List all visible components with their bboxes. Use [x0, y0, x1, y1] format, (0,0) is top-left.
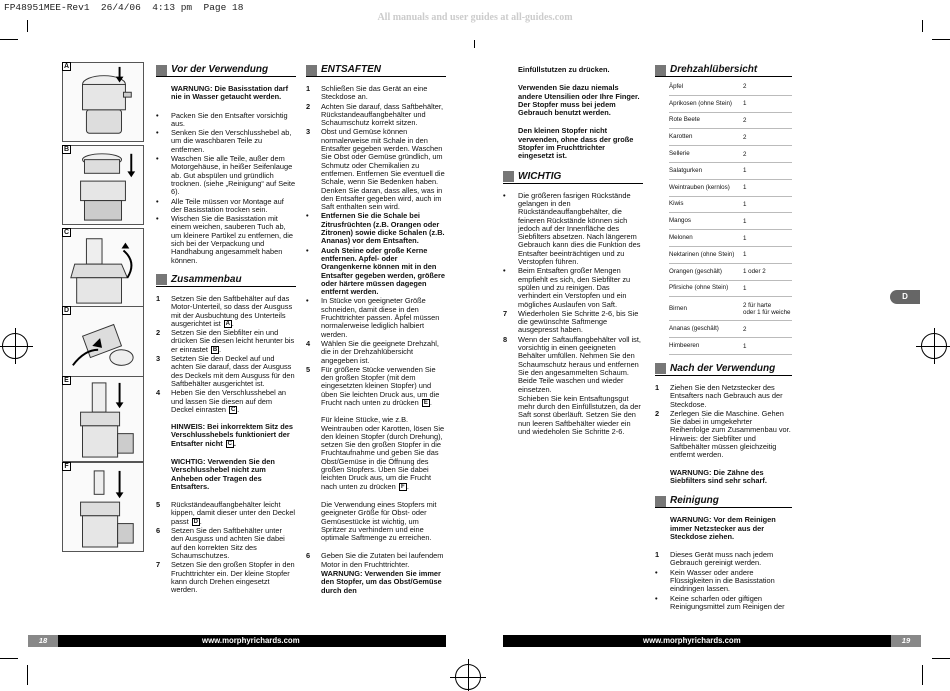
table-row: Nektarinen (ohne Stein) 1 [669, 247, 792, 264]
figure-ref: A [225, 320, 230, 327]
list-item: • Alle Teile müssen vor Montage auf der Basisstation trocken sein. [156, 196, 284, 214]
table-row: Salatgurken 1 [669, 163, 792, 180]
section-header-wichtig [503, 171, 643, 184]
list-item: • Beim Entsaften großer Mengen empfiehlt es sich, den Siebfilter zu spülen und zu reinigen. Das verhindert ein Verstopfen und ein mögliches Auslaufen von Saft. [503, 266, 631, 309]
list-item: 8 Wenn der Saftauffangbehälter voll ist, vorsichtig in einen geeigneten Behälter umfüllen. Nehmen Sie den Schaumschutz heraus und entfernen Sie den angesammelten Schaum. Beide Teile waschen und wieder einsetzen. [503, 334, 641, 394]
list-item: • Wischen Sie die Basisstation mit einem weichen, sauberen Tuch ab, um kleinere Partikel zu entfernen, die sich bei der Verpackung und Handhabung angesammelt haben können. [156, 214, 294, 265]
list-item: 7 Setzen Sie den großen Stopfer in den Fruchttrichter ein. Der kleine Stopfer kann durch Drehen eingesetzt werden. [156, 560, 295, 595]
list-item: 4 Wählen Sie die geeignete Drehzahl, die in der Drehzahlübersicht angegeben ist. [306, 338, 439, 365]
crop-mark [922, 665, 923, 685]
list-item: • Auch Steine oder große Kerne entfernen. Apfel- oder Orangenkerne können mit in den Entsafter gegeben werden, größere oder härtere müssen dagegen entfernt werden. [306, 245, 446, 297]
section-title: Nach der Verwendung [670, 362, 776, 374]
section-marker-icon [503, 171, 514, 182]
list-item: • Packen Sie den Entsafter vorsichtig aus. [156, 110, 288, 128]
section-marker-icon [156, 274, 167, 285]
list-item: 1 Ziehen Sie den Netzstecker des Entsafters nach Gebrauch aus der Steckdose. [655, 382, 783, 409]
list-item: 1 Setzen Sie den Saftbehälter auf das Motor-Unterteil, so dass der Ausguss mit der Ausbuchtung des Unterteils ausgerichtet ist A . [156, 293, 293, 328]
figure-ref: E [423, 400, 428, 407]
table-row: Rote Beete 2 [669, 113, 792, 130]
crop-mark [0, 658, 18, 659]
list-item: • Waschen Sie alle Teile, außer dem Motorgehäuse, in heißer Seifenlauge ab. Gut abspülen und gründlich trocknen. (siehe „Reinigung“ auf Seite 6). [156, 154, 296, 197]
large-pusher-icon [63, 377, 143, 461]
section-title: Drehzahlübersicht [670, 63, 758, 75]
footer-url: www.morphyrichards.com [643, 636, 741, 645]
warning-text: WARNUNG: Die Basisstation darf nie in Wasser getaucht werden. [171, 84, 289, 102]
page-number: 19 [891, 635, 921, 647]
print-slug: FP48951MEE-Rev1 26/4/06 4:13 pm Page 18 [4, 2, 244, 13]
table-row: Mangos 1 [669, 213, 792, 230]
table-row: Aprikosen (ohne Stein) 1 [669, 96, 792, 113]
footer-right [503, 635, 921, 647]
section-marker-icon [306, 65, 317, 76]
section-marker-icon [655, 65, 666, 76]
list-item: 6 Geben Sie die Zutaten bei laufendem Motor in den Fruchttrichter. [306, 551, 444, 569]
section-title: Vor der Verwendung [171, 63, 269, 75]
table-row: Himbeeren 1 [669, 338, 792, 355]
figure-ref: C [227, 440, 232, 447]
registration-mark-icon [455, 664, 481, 690]
section-header-zusammenbau [156, 274, 296, 287]
list-item: • Keine scharfen oder giftigen Reinigungsmittel zum Reinigen der [655, 593, 785, 611]
paragraph: Die Verwendung eines Stopfers mit geeigneter Größe für Obst- oder Gemüsestücke ist wichtig, um Spritzer zu verhindern und eine optimale Saftmenge zu erreichen. [321, 499, 437, 543]
column-4 [655, 64, 792, 612]
list-item: 7 Wiederholen Sie Schritte 2-6, bis Sie die gewünschte Saftmenge ausgepresst haben. [503, 308, 639, 335]
column-1 [156, 64, 296, 595]
list-item: 6 Setzen Sie den Saftbehälter unter den Ausguss und achten Sie dabei auf den korrekten Sitz des Schaumschutzes. [156, 526, 285, 560]
watermark: All manuals and user guides at all-guides.com [377, 12, 573, 23]
list-item: • Entfernen Sie die Schale bei Zitrusfrüchten (z.B. Orangen oder Zitronen) sowie dicke Schalen (z.B. Ananas) vor dem Entsaften. [306, 211, 445, 246]
list-item: 5 Rückständeauffangbehälter leicht kippen, damit dieser unter den Deckel passt D . [156, 500, 296, 526]
pulp-container-icon [63, 307, 143, 377]
figure-f [62, 462, 144, 552]
small-pusher-icon [63, 463, 143, 551]
warning-text: WARNUNG: Vor dem Reinigen immer Netzstecker aus der Steckdose ziehen. [670, 515, 776, 541]
registration-mark-icon [921, 333, 947, 359]
speed-table [655, 79, 792, 355]
section-title: WICHTIG [518, 170, 562, 182]
table-row: Pfirsiche (ohne Stein) 1 [669, 281, 792, 298]
wichtig-text: WICHTIG: Verwenden Sie den Verschlusshebel nicht zum Anheben oder Tragen des Entsafters. [171, 456, 275, 491]
table-row: Kiwis 1 [669, 197, 792, 214]
warning-text: WARNUNG: Verwenden Sie immer den Stopfer, um das Obst/Gemüse durch den [321, 569, 442, 595]
locking-arm-icon [63, 229, 143, 307]
table-row: Orangen (geschält) 1 oder 2 [669, 264, 792, 281]
figure-ref: B [212, 346, 218, 353]
table-row: Sellerie 2 [669, 146, 792, 163]
figure-b [62, 145, 144, 225]
table-row: Birnen 2 für harte oder 1 für weiche [669, 297, 792, 321]
crop-mark [932, 658, 950, 659]
registration-mark-icon [2, 333, 28, 359]
page-number: 18 [28, 635, 58, 647]
juicer-base-icon [63, 63, 143, 141]
section-header-drehzahlubersicht [655, 64, 792, 77]
table-row: Ananas (geschält) 2 [669, 321, 792, 338]
column-3 [503, 66, 643, 438]
list-item: 1 Schließen Sie das Gerät an eine Steckdose an. [306, 84, 428, 102]
figure-ref: D [193, 518, 198, 525]
list-item: 2 Zerlegen Sie die Maschine. Gehen Sie dabei in umgekehrter Reihenfolge zum Zusammenbau vor. Hinweis: der Siebfilter und Saftbehälter müssen gleichzeitig entfernt werden. [655, 408, 791, 460]
list-item: 2 Setzen Sie den Siebfilter ein und drücken Sie diesen leicht herunter bis er einrastet B . [156, 328, 295, 354]
section-title: Zusammenbau [171, 273, 242, 285]
filter-basket-icon [63, 146, 143, 224]
list-item: 3 Obst und Gemüse können normalerweise mit Schale in den Entsafter gegeben werden. Waschen Sie Obst oder Gemüse gründlich, um Schmutz oder Chemikalien zu entfernen. Entfernen Sie eventuell die Schale, wenn Sie Bedenken haben. Denken Sie daran, dass alles, was in den Entsafter gegeben wird, auch im Saft enthalten sein wird. [306, 127, 445, 212]
figure-label: E [62, 376, 71, 385]
figure-c [62, 228, 144, 308]
section-header-entsaften [306, 64, 446, 77]
list-item: • Die größeren fasrigen Rückstände gelangen in den Rückständeauffangbehälter, die feineren Rückstände können sich jedoch auf der Innenfläche des Siebfilters absetzen. Nach längerem Gebrauch kann dies die Funktion des Entsafter beeinträchtigen und zu Verstopfen führen. [503, 190, 641, 267]
paragraph: Schieben Sie kein Entsaftungsgut mehr durch den Einfüllstutzen, da der Saft sonst überläuft. Setzen Sie den nun leeren Saftbehälter wieder ein und wiedeholen Sie Schritte 2-6. [518, 393, 641, 436]
list-item: • Kein Wasser oder andere Flüssigkeiten in die Basisstation eindringen lassen. [655, 567, 775, 594]
warning-text: Verwenden Sie dazu niemals andere Utensilien oder Ihre Finger. Der Stopfer muss bei jedem Gebrauch benutzt werden. [518, 83, 640, 118]
figure-ref: C [230, 406, 236, 413]
table-row: Karotten 2 [669, 129, 792, 146]
footer-url: www.morphyrichards.com [202, 636, 300, 645]
crop-mark [27, 665, 28, 685]
paragraph: Für kleine Stücke, wie z.B. Weintrauben oder Karotten, lösen Sie den kleinen Stopfer (durch Drehung), setzen Sie den großen Stopfer in die Fruchtaufnahme und geben Sie das Obst/Gemüse in die Öffnung des großen Stopfers. Üben Sie dabei leichten Druck aus, um die Frucht nach unten zu drücken F . [321, 415, 445, 491]
figure-label: B [63, 146, 70, 153]
list-item: 2 Achten Sie darauf, dass Saftbehälter, Rückstandeauffangbehälter und Schaumschutz korrekt sitzen. [306, 101, 444, 128]
section-marker-icon [655, 363, 666, 374]
figure-label: D [63, 307, 70, 314]
list-item: 1 Dieses Gerät muss nach jedem Gebrauch gereinigt werden. [655, 550, 774, 568]
section-header-reinigung [655, 495, 792, 508]
list-item: 4 Heben Sie den Verschlusshebel an und lassen Sie diesen auf dem Deckel einrasten C . [156, 388, 287, 414]
table-row: Weintrauben (kernlos) 1 [669, 180, 792, 197]
section-marker-icon [156, 65, 167, 76]
section-title: ENTSAFTEN [321, 63, 381, 75]
warning-text: Den kleinen Stopfer nicht verwenden, ohne dass der große Stopfer im Fruchttrichter eingesetzt ist. [518, 126, 634, 161]
list-item: • Senken Sie den Verschlusshebel ab, um die waschbaren Teile zu entfernen. [156, 128, 292, 154]
warning-text: WARNUNG: Die Zähne des Siebfilters sind sehr scharf. [670, 467, 767, 485]
language-tab: D [890, 290, 920, 304]
section-title: Reinigung [670, 495, 719, 507]
table-row: Äpfel 2 [669, 79, 792, 96]
continued-text: Einfüllstutzen zu drücken. [518, 65, 610, 74]
figure-d [62, 306, 144, 378]
list-item: 5 Für größere Stücke verwenden Sie den großen Stopfer (mit dem eingesetzten kleinen Stopfer) und üben Sie leichten Druck aus, um die Frucht nach unten zu drücken E . [306, 364, 440, 407]
hinweis-text: HINWEIS: Bei inkorrektem Sitz des Verschlusshebels funktioniert der Entsafter nicht C . [171, 422, 293, 448]
figure-label: A [63, 63, 70, 70]
section-header-nach-der-verwendung [655, 363, 792, 376]
section-header-vor-der-verwendung [156, 64, 296, 77]
crop-mark [0, 39, 18, 40]
section-marker-icon [655, 496, 666, 507]
column-2 [306, 64, 446, 597]
table-row: Melonen 1 [669, 230, 792, 247]
figure-ref: F [399, 483, 407, 491]
footer-left [28, 635, 446, 647]
center-fold-line [474, 40, 475, 48]
figure-label: C [63, 229, 70, 236]
crop-mark [932, 39, 950, 40]
figure-label: F [62, 462, 71, 471]
crop-mark [922, 20, 923, 32]
list-item: • In Stücke von geeigneter Größe schneiden, damit diese in den Fruchttrichter passen. Äpfel müssen normalerweise lediglich halbiert werden. [306, 296, 440, 339]
crop-mark [27, 20, 28, 32]
figure-a [62, 62, 144, 142]
list-item: 3 Setzten Sie den Deckel auf und achten Sie darauf, dass der Ausguss des Deckels mit dem Ausguss für den Saftbehälter ausgerichtet ist. [156, 354, 295, 388]
figure-e [62, 376, 144, 462]
